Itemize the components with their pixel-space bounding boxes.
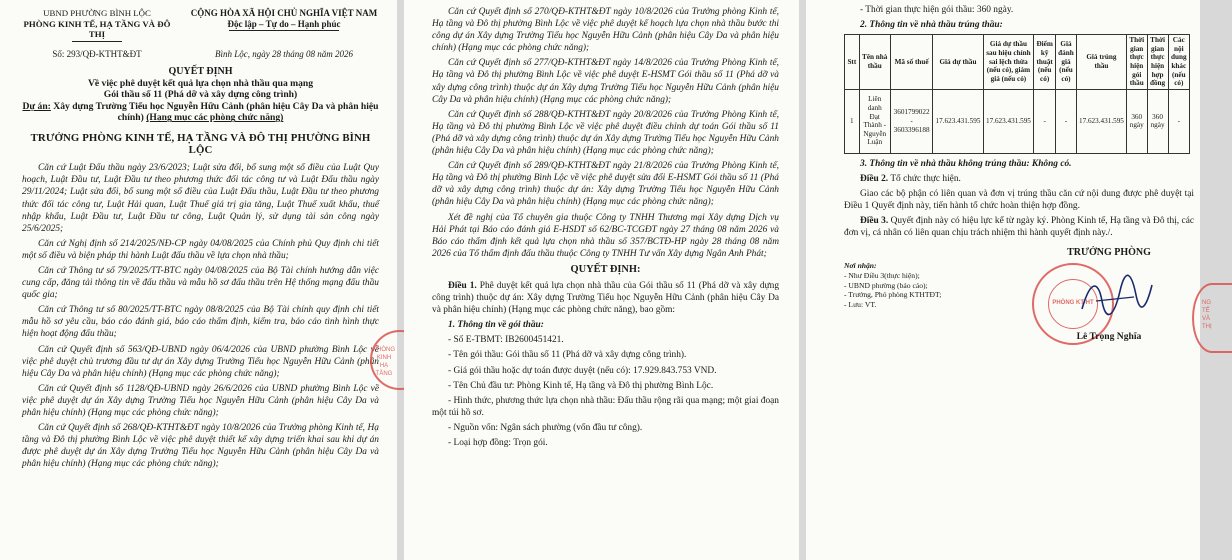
article-2-label: Điều 2. [860,173,889,184]
losing-contractor-info: 3. Thông tin về nhà thầu không trúng thầu: Không có. [860,158,1072,169]
recipient-item: - Lưu: VT. [844,299,877,309]
column-header: Giá dự thầu sau hiệu chỉnh sai lệch thừa (nếu có), giảm giá (nếu có) [983,35,1034,90]
legal-basis-item: Căn cứ Quyết định số 563/QĐ-UBND ngày 06/4/2026 của UBND phường Bình Lộc về việc phê duyệt chủ trương đầu tư dự án Xây dựng Trường Tiểu học Nguyễn Hữu Cảnh (phân hiệu Cây Da và phân hiệu chính) (Hạng mục các phòng chức năng); [22,344,379,379]
decision-subject [22,78,379,124]
table-cell: 360 ngày [1126,89,1147,153]
edge-stamp-seal: PHÒNG KINH HẠ TẦNG [370,330,430,390]
legal-basis-item: Căn cứ Nghị định số 214/2025/NĐ-CP ngày 04/08/2025 của Chính phủ Quy định chi tiết một số điều và biện pháp thi hành Luật đấu thầu về lựa chọn nhà thầu; [22,238,379,261]
document-page-1 [0,0,397,560]
article-1-text: Phê duyệt kết quả lựa chọn nhà thầu của Gói thầu số 11 (Phá dỡ và xây dựng công trình) thuộc dự án: Xây dựng Trường Tiểu học Nguyễn Hữu Cảnh (phân hiệu Cây Da và phân hiệu chính) (Hạng mục các phòng chức năng), bao gồm: [432,280,780,316]
article-1-label: Điều 1. [448,280,477,291]
legal-basis-list [22,162,379,470]
review-proposal: Xét đề nghị của Tổ chuyên gia thuộc Công ty TNHH Thương mại Xây dựng Dịch vụ Hải Phát tại Báo cáo đánh giá E-HSDT số 62/BC-TCGĐT ngày 27 tháng 08 năm 2026 và Báo cáo thẩm định kết quả lựa chọn nhà thầu số 357/BCTĐ-HP ngày 28 tháng 08 năm 2026 của Tổ thẩm định đấu thầu thuộc Công ty TNHH Tư vấn Xây dựng Ngân Anh Phát; [432,212,779,259]
column-header: Thời gian thực hiện gói thầu [1126,35,1147,90]
article-2 [844,173,1194,185]
agency-line-2: PHÒNG KINH TẾ, HẠ TẦNG VÀ ĐÔ THỊ [23,18,171,39]
table-cell: 17.623.431.595 [1076,89,1126,153]
package-info-item: - Nguồn vốn: Ngân sách phường (vốn đầu tư công). [448,422,643,433]
table-cell: 17.623.431.595 [933,89,983,153]
package-info-item: - Giá gói thầu hoặc dự toán được duyệt (nếu có): 17.929.843.753 VND. [448,365,717,376]
package-info-item: - Số E-TBMT: IB2600451421. [448,335,564,346]
article-3-body: Quyết định này có hiệu lực kể từ ngày ký. Phòng Kinh tế, Hạ tầng và Đô thị, các đơn vị, cá nhân có liên quan chịu trách nhiệm thi hành quyết định này./. [844,216,1195,239]
recipient-item: - Như Điều 3(thực hiện); [844,270,920,280]
document-header [22,8,379,42]
decision-label: QUYẾT ĐỊNH [168,65,233,77]
column-header: Stt [845,35,860,90]
number-date-row [22,48,379,60]
legal-basis-item: Căn cứ Luật Đấu thầu ngày 23/6/2023; Luật sửa đổi, bổ sung một số điều của Luật Quy hoạch, Luật Đầu tư, Luật Đầu tư theo phương thức đối tác công tư và Luật Đấu thầu ngày 29/11/2024; Luật sửa đổi, bổ sung một số điều của Luật Đấu thầu, Luật Đầu tư theo phương thức đối tác công tư, Luật Hải quan, Luật Thuế giá trị gia tăng, Luật Thuế xuất khẩu, thuế nhập khẩu, Luật Đầu tư, Luật Đầu tư công, Luật Quản lý, sử dụng tài sản công ngày 25/6/2025; [22,163,379,234]
legal-basis-item: Căn cứ Quyết định số 277/QĐ-KTHT&ĐT ngày 14/8/2026 của Trưởng Phòng Kinh tế, Hạ tầng và Đô thị phường Bình Lộc về việc phê duyệt E-HSMT Gói thầu số 11 (Phá dỡ và xây dựng công trình) thuộc dự án Xây dựng Trường Tiểu học Nguyễn Hữu Cảnh (phân hiệu Cây Da và phân hiệu chính) (Hạng mục các phòng chức năng); [432,58,779,105]
legal-basis-item: Căn cứ Quyết định số 289/QĐ-KTHT&ĐT ngày 21/8/2026 của Trưởng Phòng Kinh tế, Hạ tầng và Đô thị phường Bình Lộc về việc phê duyệt sửa đổi E-HSMT Gói thầu số 11 (Phá dỡ và xây dựng công trình) thuộc dự án: Xây dựng Trường Tiểu học Nguyễn Hữu Cảnh (phân hiệu Cây Da và phân hiệu chính) (Hạng mục các phòng chức năng); [432,161,779,208]
signer-title: TRƯỞNG PHÒNG [1067,247,1151,259]
table-cell: Liên danh Đạt Thành - Nguyễn Luận [859,89,890,153]
article-2-text: Tổ chức thực hiện. [890,173,961,184]
article-3-label: Điều 3. [860,216,889,227]
table-cell: 1 [845,89,860,153]
table-cell: - [1055,89,1076,153]
package-duration: - Thời gian thực hiện gói thầu: 360 ngày. [860,5,1014,15]
authority-heading: TRƯỞNG PHÒNG KINH TẾ, HẠ TẦNG VÀ ĐÔ THỊ PHƯỜNG BÌNH LỘC [30,132,371,157]
column-header: Thời gian thực hiện hợp đồng [1147,35,1168,90]
column-header: Tên nhà thầu [859,35,890,90]
table-cell: - [1034,89,1056,153]
project-name: Xây dựng Trường Tiểu học Nguyễn Hữu Cảnh (phân hiệu Cây Da và phân hiệu chính) [53,100,379,124]
document-number: Số: 293/QĐ-KTHT&ĐT [52,48,142,59]
column-header: Giá dự thầu [933,35,983,90]
decision-heading: QUYẾT ĐỊNH: [570,263,641,275]
recipients-label: Nơi nhận: [844,261,877,271]
legal-basis-item: Căn cứ Thông tư số 79/2025/TT-BTC ngày 04/08/2025 của Bộ Tài chính hướng dẫn việc cung cấp, đăng tải thông tin về đấu thầu và mẫu hồ sơ đấu thầu trên Hệ thống mạng đấu thầu quốc gia; [22,266,379,301]
package-info-item: - Tên Chủ đầu tư: Phòng Kinh tế, Hạ tầng và Đô thị phường Bình Lộc. [448,380,714,391]
column-header: Mã số thuế [890,35,933,90]
project-label: Dự án: [22,100,51,112]
project-scope: (Hạng mục các phòng chức năng) [146,112,284,124]
table-header-row [845,35,1190,90]
article-2-body: Giao các bộ phận có liên quan và đơn vị trúng thầu căn cứ nội dung được phê duyệt tại Điều 1 Quyết định này, tiến hành tổ chức hoàn thiện hợp đồng. [844,188,1194,212]
column-header: Giá trúng thầu [1076,35,1126,90]
motto-divider [229,30,339,31]
legal-basis-item: Căn cứ Quyết định số 268/QĐ-KTHT&ĐT ngày 10/8/2026 của Trưởng phòng Kinh tế, Hạ tầng và Đô thị phường Bình Lộc về việc phê duyệt thiết kế xây dựng triển khai sau khi dự án được phê duyệt dự án Xây dựng Trường Tiểu học Nguyễn Hữu Cảnh (phân hiệu Cây Da và phân hiệu chính) (Hạng mục các phòng chức năng); [22,423,379,470]
column-header: Các nội dung khác (nếu có) [1168,35,1189,90]
header-divider [72,41,122,42]
nation-title: CỘNG HÒA XÃ HỘI CHỦ NGHĨA VIỆT NAM [190,8,378,18]
table-row [845,89,1190,153]
document-page-3 [806,0,1212,560]
recipient-item: - Trưởng, Phó phòng KTHTĐT; [844,290,942,300]
winning-contractor-heading: 2. Thông tin về nhà thầu trúng thầu: [860,20,1003,31]
document-page-2 [404,0,799,560]
recipients-list [844,261,994,309]
column-header: Giá đánh giá (nếu có) [1055,35,1076,90]
package-info-heading: 1. Thông tin về gói thầu: [448,320,544,331]
subject-line-1: Về việc phê duyệt kết quả lựa chọn nhà thầu qua mạng [87,77,314,89]
table-cell: 3601799022 - 3603396188 [890,89,933,153]
signature-block [844,243,1212,433]
package-info-item: - Hình thức, phương thức lựa chọn nhà thầu: Đấu thầu rộng rãi qua mạng; một giai đoạn một túi hồ sơ. [432,395,779,418]
table-cell: 17.623.431.595 [983,89,1034,153]
legal-basis-item: Căn cứ Quyết định số 270/QĐ-KTHT&ĐT ngày 10/8/2026 của Trưởng phòng Kinh tế, Hạ tầng và Đô thị phường Bình Lộc về việc phê duyệt kế hoạch lựa chọn nhà thầu bước thi công dự án Xây dựng Trường Tiểu học Nguyễn Hữu Cảnh (phân hiệu Cây Da và phân hiệu chính) (Hạng mục các phòng chức năng); [432,7,779,54]
column-header: Điểm kỹ thuật (nếu có) [1034,35,1056,90]
table-cell: 360 ngày [1147,89,1168,153]
signer-name: Lê Trọng Nghĩa [1076,331,1142,343]
place-date: Bình Lộc, ngày 28 tháng 08 năm 2026 [215,48,353,59]
package-info-list [432,334,779,449]
article-1 [432,280,779,316]
subject-line-2: Gói thầu số 11 (Phá dỡ và xây dựng công trình) [103,89,298,101]
table-cell: - [1168,89,1189,153]
package-info-item: - Tên gói thầu: Gói thầu số 11 (Phá dỡ và xây dựng công trình). [448,350,687,361]
article-3 [844,215,1194,239]
recipient-item: - UBND phường (báo cáo); [844,280,928,290]
agency-line-1: UBND PHƯỜNG BÌNH LỘC [43,8,151,18]
legal-basis-item: Căn cứ Thông tư số 80/2025/TT-BTC ngày 08/8/2025 của Bộ Tài chính quy định chi tiết mẫu hồ sơ yêu cầu, báo cáo đánh giá, báo cáo thẩm định, kiểm tra, báo cáo tình hình thực hiện hoạt động đấu thầu; [22,305,379,340]
national-motto [189,8,379,42]
winning-contractor-table [844,34,1190,154]
issuing-agency [22,8,172,42]
legal-basis-item: Căn cứ Quyết định số 288/QĐ-KTHT&ĐT ngày 20/8/2026 của Trưởng Phòng Kinh tế, Hạ tầng và Đô thị phường Bình Lộc về việc phê duyệt điều chỉnh dự toán Gói thầu số 11 (Phá dỡ và xây dựng công trình) thuộc dự án Xây dựng Trường Tiểu học Nguyễn Hữu Cảnh (phân hiệu Cây Da và phân hiệu chính) (Hạng mục các phòng chức năng); [432,109,779,157]
legal-basis-list-continued [432,6,779,260]
nation-motto: Độc lập – Tự do – Hạnh phúc [227,18,341,29]
subject-line-3 [22,101,379,124]
edge-stamp-seal: NG TẾ VÀ THỊ [1192,283,1232,353]
legal-basis-item: Căn cứ Quyết định số 1128/QĐ-UBND ngày 26/6/2026 của UBND phường Bình Lộc về việc phê duyệt dự án Xây dựng Trường Tiểu học Nguyễn Hữu Cảnh (phân hiệu Cây Da và phân hiệu chính) (Hạng mục các phòng chức năng); [22,383,379,419]
package-info-item: - Loại hợp đồng: Trọn gói. [448,438,548,448]
signature-scribble [1076,271,1156,321]
seal-text: PHÒNG KT-HT [1052,300,1094,307]
